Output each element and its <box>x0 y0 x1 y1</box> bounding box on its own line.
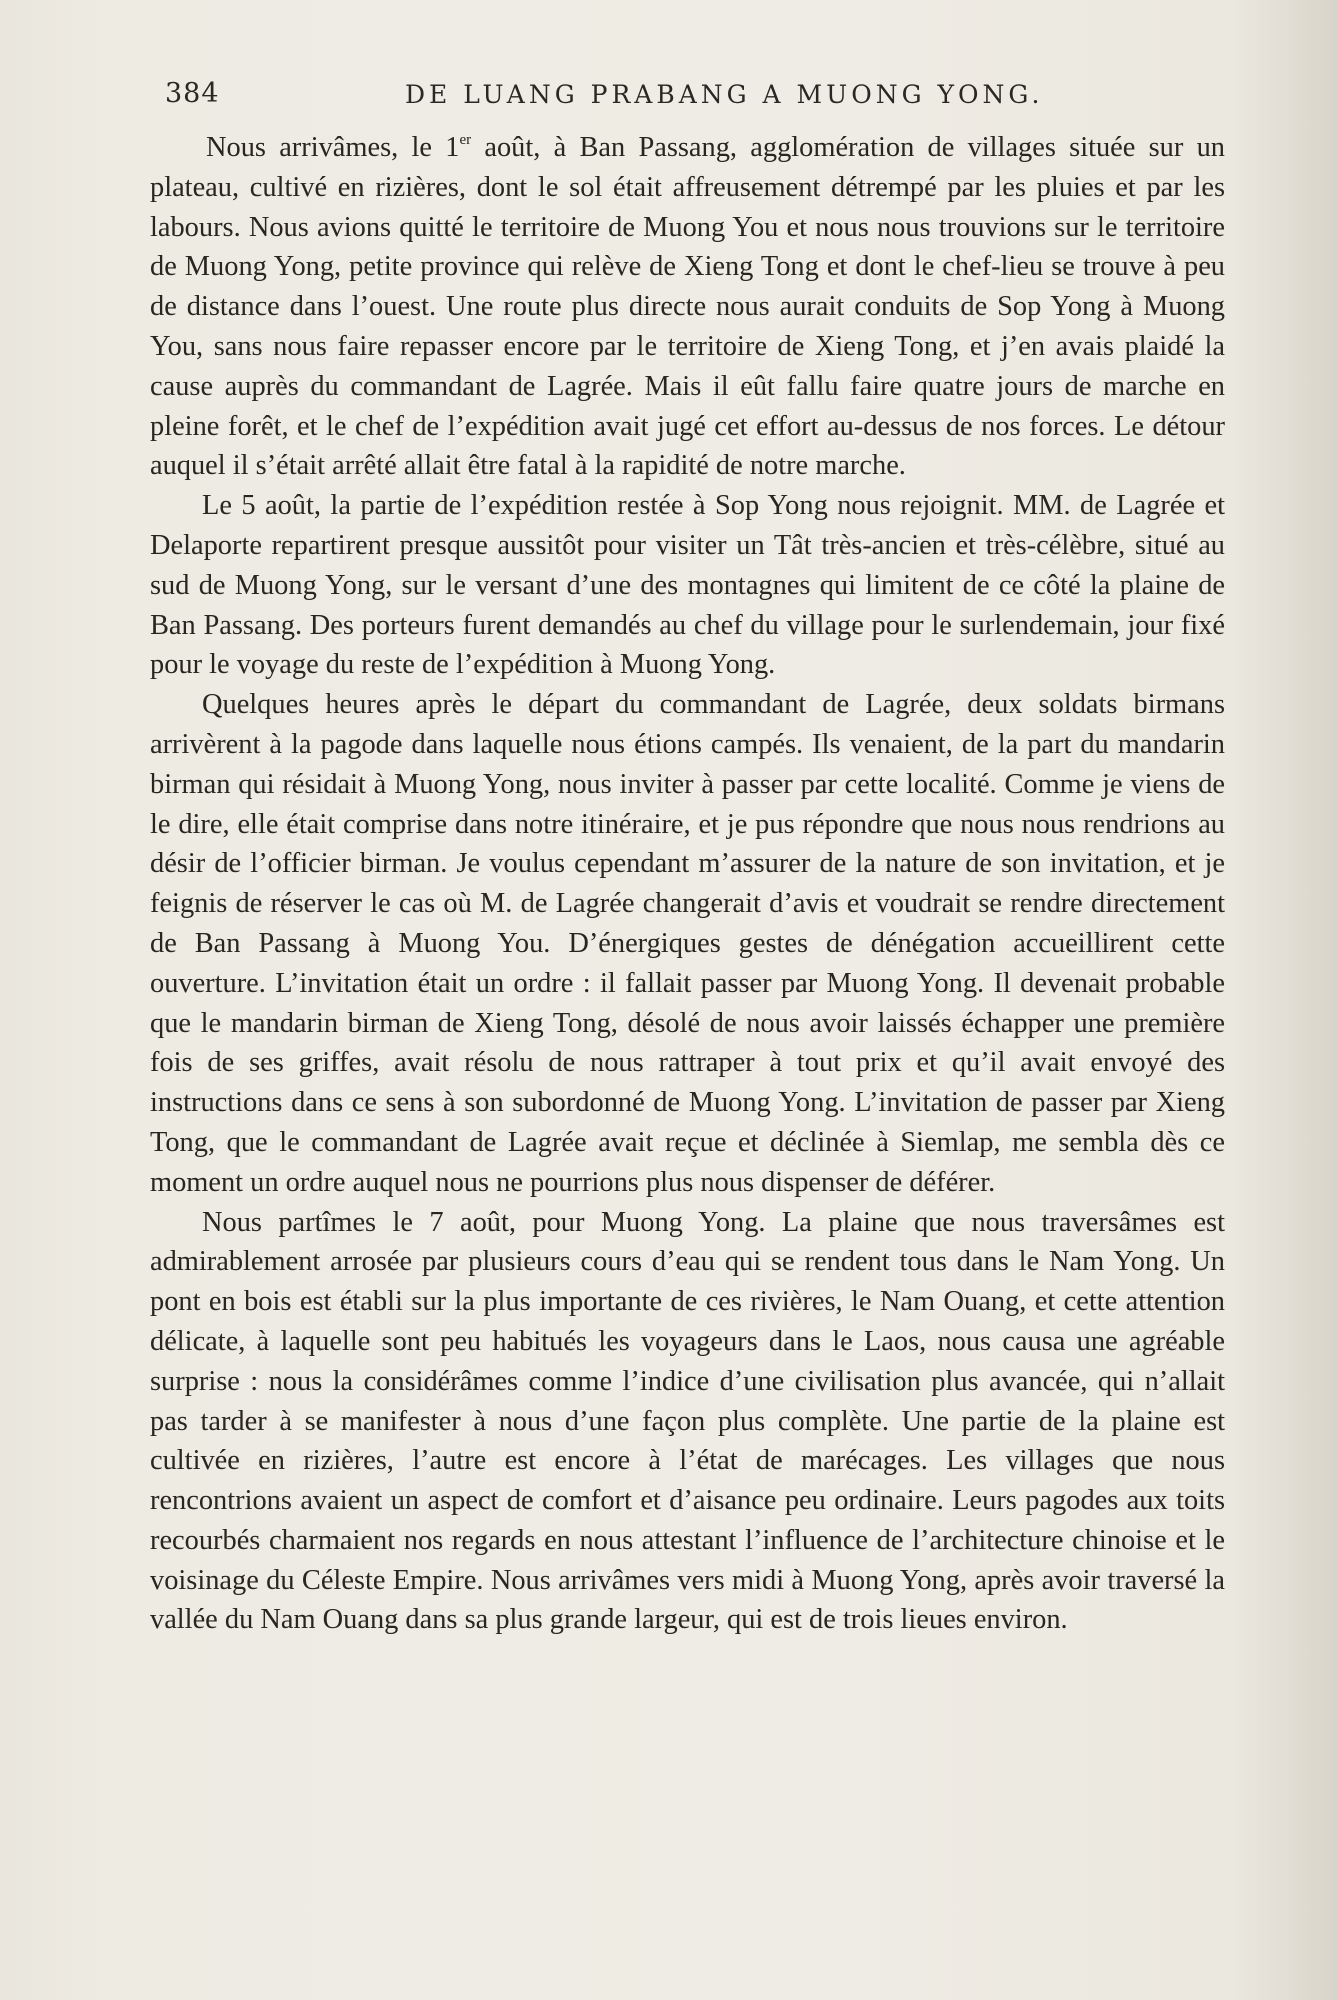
paragraph-3: Quelques heures après le départ du commandant de Lagrée, deux soldats birmans arrivèrent à la pagode dans laquelle nous étions campés. Ils venaient, de la part du mandarin birman qui résidait à Muong Yong, nous inviter à passer par cette localité. Comme je viens de le dire, elle était comprise dans notre itinéraire, et je pus répondre que nous nous rendrions au désir de l’officier birman. Je voulus cependant m’assurer de la nature de son invitation, et je feignis de réserver le cas où M. de Lagrée changerait d’avis et voudrait se rendre directement de Ban Passang à Muong You. D’énergiques gestes de dénégation accueillirent cette ouverture. L’invitation était un ordre : il fallait passer par Muong Yong. Il devenait probable que le mandarin birman de Xieng Tong, désolé de nous avoir laissés échapper une première fois de ses griffes, avait résolu de nous rattraper à tout prix et qu’il avait envoyé des instructions dans ce sens à son subordonné de Muong Yong. L’invitation de passer par Xieng Tong, que le commandant de Lagrée avait reçue et déclinée à Siemlap, me sembla dès ce moment un ordre auquel nous ne pourrions plus nous dispenser de déférer. <box>150 689 1225 1198</box>
page-number: 384 <box>165 78 220 109</box>
bottom-margin <box>0 1800 1338 2000</box>
paragraph-1-start: Nous arrivâmes, le 1 <box>206 132 460 163</box>
running-title: DE LUANG PRABANG A MUONG YONG. <box>405 80 1044 109</box>
paragraph-1 <box>150 128 1225 486</box>
paragraph-1-rest: août, à Ban Passang, agglomération de villages située sur un plateau, cultivé en rizières, dont le sol était affreusement détrempé par les pluies et par les labours. Nous avions quitté le territoire de Muong You et nous nous trouvions sur le territoire de Muong Yong, petite province qui relève de Xieng Tong et dont le chef-lieu se trouve à peu de distance dans l’ouest. Une route plus directe nous aurait conduits de Sop Yong à Muong You, sans nous faire repasser encore par le territoire de Xieng Tong, et j’en avais plaidé la cause auprès du commandant de Lagrée. Mais il eût fallu faire quatre jours de marche en pleine forêt, et le chef de l’expédition avait jugé cet effort au-dessus de nos forces. Le détour auquel il s’était arrêté allait être fatal à la rapidité de notre marche. <box>150 132 1225 482</box>
paragraph-2: Le 5 août, la partie de l’expédition restée à Sop Yong nous rejoignit. MM. de Lagrée et Delaporte repartirent presque aussitôt pour visiter un Tât très-ancien et très-célèbre, situé au sud de Muong Yong, sur le versant d’une des montagnes qui limitent de ce côté la plaine de Ban Passang. Des porteurs furent demandés au chef du village pour le surlendemain, jour fixé pour le voyage du reste de l’expédition à Muong Yong. <box>150 490 1225 681</box>
page-header <box>165 78 1225 118</box>
body-text <box>150 128 1225 1640</box>
paragraph-4: Nous partîmes le 7 août, pour Muong Yong. La plaine que nous traversâmes est admirablement arrosée par plusieurs cours d’eau qui se rendent tous dans le Nam Yong. Un pont en bois est établi sur la plus importante de ces rivières, le Nam Ouang, et cette attention délicate, à laquelle sont peu habitués les voyageurs dans le Laos, nous causa une agréable surprise : nous la considérâmes comme l’indice d’une civilisation plus avancée, qui n’allait pas tarder à se manifester à nous d’une façon plus complète. Une partie de la plaine est cultivée en rizières, l’autre est encore à l’état de marécages. Les villages que nous rencontrions avaient un aspect de comfort et d’aisance peu ordinaire. Leurs pagodes aux toits recourbés charmaient nos regards en nous attestant l’influence de l’architecture chinoise et le voisinage du Céleste Empire. Nous arrivâmes vers midi à Muong Yong, après avoir traversé la vallée du Nam Ouang dans sa plus grande largeur, qui est de trois lieues environ. <box>150 1206 1225 1636</box>
ordinal-superscript: er <box>459 132 472 148</box>
